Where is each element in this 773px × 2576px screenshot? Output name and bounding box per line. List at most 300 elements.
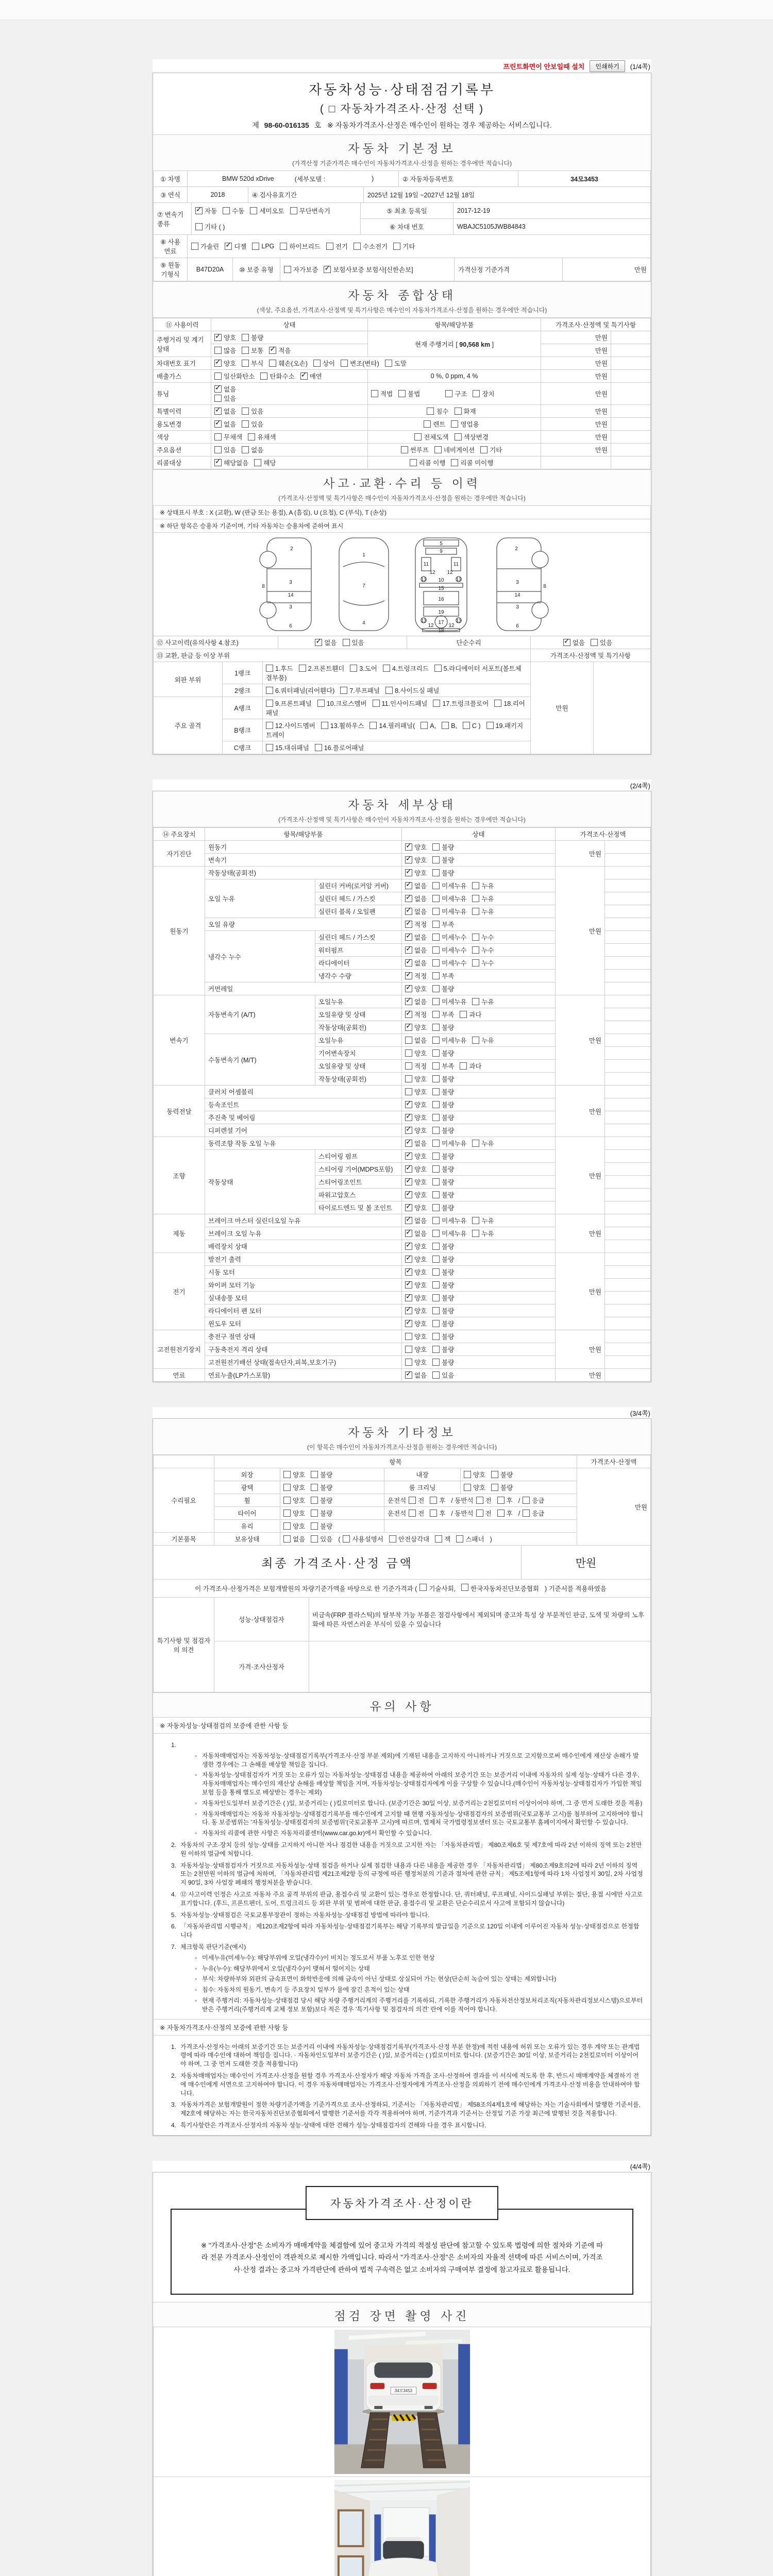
doc-no-prefix: 제	[252, 121, 259, 129]
checkbox-unchecked[interactable]	[472, 1140, 479, 1147]
checkbox-group	[461, 1468, 577, 1481]
checkbox-unchecked[interactable]	[432, 1127, 440, 1134]
checkbox-unchecked[interactable]	[494, 700, 501, 707]
checkbox-unchecked[interactable]	[290, 207, 297, 214]
checkbox-unchecked[interactable]	[461, 1584, 468, 1591]
checkbox-unchecked[interactable]	[432, 908, 440, 915]
checkbox-group	[461, 1481, 577, 1494]
checkbox-unchecked[interactable]	[432, 1024, 440, 1031]
checkbox-checked[interactable]	[405, 1140, 412, 1147]
checkbox-unchecked[interactable]	[432, 1165, 440, 1173]
checkbox-group	[402, 1163, 556, 1176]
checkbox-checked[interactable]	[405, 972, 412, 979]
checkbox-unchecked[interactable]	[497, 1510, 505, 1517]
checkbox-checked[interactable]	[405, 869, 412, 876]
detail-table	[153, 827, 651, 1382]
checkbox-unchecked[interactable]	[442, 722, 449, 729]
photo-license-plate: 34모3453	[394, 2388, 412, 2393]
checkbox-unchecked[interactable]	[283, 1522, 291, 1530]
checkbox-unchecked[interactable]	[269, 360, 276, 367]
inline-text: / 동반석	[451, 1510, 474, 1517]
checkbox-unchecked[interactable]	[393, 243, 400, 250]
checkbox-unchecked[interactable]	[432, 895, 440, 902]
checkbox-group	[402, 1098, 556, 1111]
checkbox-checked[interactable]	[405, 1191, 412, 1198]
checkbox-checked[interactable]	[315, 639, 322, 646]
checkbox-unchecked[interactable]	[432, 1114, 440, 1121]
checkbox-unchecked[interactable]	[455, 408, 462, 415]
item-label: 파워고압호스	[315, 1189, 402, 1201]
group-label: 제동	[154, 1214, 205, 1253]
checkbox-unchecked[interactable]	[419, 1584, 427, 1591]
checkbox-unchecked[interactable]	[472, 1217, 479, 1224]
checkbox-unchecked[interactable]	[214, 395, 222, 402]
checkbox-unchecked[interactable]	[385, 687, 393, 694]
checkbox-unchecked[interactable]	[472, 895, 479, 902]
checkbox-unchecked[interactable]	[463, 722, 470, 729]
checkbox-checked[interactable]	[405, 1230, 412, 1237]
checkbox-label: 없음	[414, 934, 427, 941]
checkbox-unchecked[interactable]	[445, 390, 452, 397]
item-label: 윈도우 모터	[205, 1317, 402, 1330]
checkbox-unchecked[interactable]	[432, 1088, 440, 1095]
note-item	[161, 2072, 643, 2097]
note-text: 자동차매매업자는 매수인이 가격조사·산정을 원할 경우 가격조사·산정자가 해당 자동차 가격을 조사·산정하여 결과를 이 서식에 적도록 한 후, 반드시 매매계약을 체결하기 전에 매수인에게 서면으로 고지하여야 합니다. 이 경우 자동차매매업자는 가격조사·산정자에게 가격조사·산정을 의뢰하기 전에 매수인에게 가격조사·산정 비용을 안내하여야 합니다.	[180, 2072, 640, 2097]
checkbox-unchecked[interactable]	[435, 1535, 442, 1543]
checkbox-unchecked[interactable]	[321, 722, 328, 729]
checkbox-group	[211, 418, 368, 431]
checkbox-checked[interactable]	[195, 207, 203, 214]
checkbox-unchecked[interactable]	[385, 360, 392, 367]
checkbox-unchecked[interactable]	[476, 1497, 483, 1504]
checkbox-group	[384, 1507, 577, 1520]
checkbox-checked[interactable]	[405, 998, 412, 1005]
checkbox-unchecked[interactable]	[432, 1256, 440, 1263]
checkbox-label: 미세누유	[442, 895, 467, 903]
checkbox-unchecked[interactable]	[283, 1484, 291, 1491]
checkbox-unchecked[interactable]	[432, 1178, 440, 1185]
checkbox-unchecked[interactable]	[430, 1497, 437, 1504]
checkbox-unchecked[interactable]	[260, 372, 267, 380]
checkbox-checked[interactable]	[214, 408, 222, 415]
checkbox-unchecked[interactable]	[317, 700, 325, 707]
checkbox-unchecked[interactable]	[432, 843, 440, 851]
checkbox-unchecked[interactable]	[432, 972, 440, 979]
checkbox-unchecked[interactable]	[223, 207, 230, 214]
checkbox-label: 부족	[442, 973, 455, 980]
checkbox-unchecked[interactable]	[432, 1075, 440, 1082]
checkbox-unchecked[interactable]	[432, 959, 440, 967]
bullet-glyph: ◦	[195, 1771, 197, 1779]
checkbox-label: 기타	[490, 447, 502, 454]
item-label: 광택	[214, 1481, 280, 1494]
item-label: 연료누출(LP가스포함)	[205, 1369, 402, 1382]
checkbox-unchecked[interactable]	[266, 700, 273, 707]
final-price-unit: 만원	[521, 1546, 650, 1579]
checkbox-unchecked[interactable]	[340, 687, 347, 694]
checkbox-unchecked[interactable]	[383, 665, 390, 672]
checkbox-unchecked[interactable]	[242, 347, 249, 354]
checkbox-unchecked[interactable]	[409, 1510, 416, 1517]
checkbox-label: 양호	[414, 1076, 427, 1083]
checkbox-unchecked[interactable]	[472, 882, 479, 889]
checkbox-label: 양호	[414, 1308, 427, 1315]
checkbox-unchecked[interactable]	[432, 921, 440, 928]
checkbox-label: 수소전기	[362, 243, 388, 250]
section-comprehensive	[153, 281, 651, 318]
checkbox-group	[402, 957, 556, 970]
checkbox-checked[interactable]	[405, 934, 412, 941]
checkbox-unchecked[interactable]	[432, 1062, 440, 1070]
checkbox-checked[interactable]	[405, 1294, 412, 1301]
checkbox-label: 불량	[320, 1510, 333, 1517]
inline-text: 운전석	[388, 1497, 407, 1504]
checkbox-unchecked[interactable]	[486, 722, 494, 729]
checkbox-checked[interactable]	[214, 385, 222, 393]
checkbox-unchecked[interactable]	[371, 390, 378, 397]
checkbox-label: 6.쿼터패널(리어휀다)	[275, 687, 335, 694]
checkbox-unchecked[interactable]	[434, 665, 442, 672]
svg-text:9: 9	[440, 549, 443, 554]
note-item	[161, 2121, 643, 2130]
checkbox-unchecked[interactable]	[460, 1011, 467, 1018]
checkbox-unchecked[interactable]	[427, 408, 434, 415]
appraiser-label: 가격·조사산정자	[214, 1641, 309, 1692]
checkbox-unchecked[interactable]	[373, 700, 380, 707]
checkbox-unchecked[interactable]	[424, 420, 431, 428]
checkbox-unchecked[interactable]	[432, 1153, 440, 1160]
checkbox-checked[interactable]	[324, 266, 331, 273]
item-label: 브레이크 마스터 실린더오일 누유	[205, 1214, 402, 1227]
warranty-options	[280, 258, 455, 281]
price-cell: 만원	[541, 405, 611, 418]
checkbox-unchecked[interactable]	[214, 446, 222, 453]
checkbox-unchecked[interactable]	[491, 1484, 498, 1491]
checkbox-unchecked[interactable]	[405, 1088, 412, 1095]
checkbox-unchecked[interactable]	[405, 1049, 412, 1057]
checkbox-unchecked[interactable]	[432, 1101, 440, 1108]
checkbox-unchecked[interactable]	[409, 1497, 416, 1504]
item-label: 커먼레일	[205, 982, 402, 995]
checkbox-unchecked[interactable]	[460, 1062, 467, 1070]
rank-label: 1랭크	[223, 662, 263, 684]
checkbox-unchecked[interactable]	[315, 744, 322, 751]
checkbox-unchecked[interactable]	[410, 459, 417, 466]
checkbox-unchecked[interactable]	[432, 1191, 440, 1198]
install-print-link[interactable]: 프린트화면이 안보일때 설치	[503, 62, 585, 71]
checkbox-unchecked[interactable]	[401, 446, 408, 453]
checkbox-unchecked[interactable]	[405, 1359, 412, 1366]
checkbox-checked[interactable]	[405, 1320, 412, 1327]
checkbox-checked[interactable]	[563, 639, 570, 646]
checkbox-unchecked[interactable]	[432, 1320, 440, 1327]
note-bullet	[195, 1752, 643, 1769]
checkbox-unchecked[interactable]	[456, 1535, 463, 1543]
checkbox-unchecked[interactable]	[523, 1497, 530, 1504]
tuning-state	[211, 383, 368, 405]
checkbox-unchecked[interactable]	[242, 420, 249, 428]
checkbox-checked[interactable]	[405, 1165, 412, 1173]
checkbox-unchecked[interactable]	[214, 347, 222, 354]
checkbox-label: 불량	[442, 844, 455, 851]
checkbox-unchecked[interactable]	[432, 1204, 440, 1211]
checkbox-unchecked[interactable]	[405, 1075, 412, 1082]
svg-text:15: 15	[438, 586, 444, 591]
svg-text:3: 3	[289, 580, 292, 585]
checkbox-unchecked[interactable]	[313, 360, 321, 367]
checkbox-unchecked[interactable]	[284, 266, 291, 273]
checkbox-label: 적법	[380, 391, 393, 398]
checkbox-unchecked[interactable]	[242, 360, 249, 367]
inline-text: / 동반석	[451, 1497, 474, 1504]
checkbox-unchecked[interactable]	[434, 446, 442, 453]
checkbox-unchecked[interactable]	[266, 722, 273, 729]
checkbox-checked[interactable]	[405, 843, 412, 851]
checkbox-checked[interactable]	[405, 985, 412, 992]
checkbox-unchecked[interactable]	[432, 1294, 440, 1301]
checkbox-label: 보험사보증 보험사[신한손보]	[333, 266, 413, 274]
checkbox-unchecked[interactable]	[464, 1471, 471, 1478]
checkbox-unchecked[interactable]	[472, 998, 479, 1005]
checkbox-unchecked[interactable]	[432, 1359, 440, 1366]
mileage-pre: 현재 주행거리 [	[414, 341, 458, 348]
checkbox-label: 불량	[442, 1269, 455, 1276]
item-label: 충전구 절연 상태	[205, 1330, 402, 1343]
checkbox-unchecked[interactable]	[451, 420, 458, 428]
checkbox-unchecked[interactable]	[242, 446, 249, 453]
checkbox-unchecked[interactable]	[389, 1535, 396, 1543]
checkbox-unchecked[interactable]	[472, 959, 479, 967]
checkbox-unchecked[interactable]	[432, 869, 440, 876]
checkbox-group	[402, 1330, 556, 1343]
checkbox-unchecked[interactable]	[354, 243, 361, 250]
checkbox-unchecked[interactable]	[283, 1497, 291, 1504]
checkbox-checked[interactable]	[405, 946, 412, 954]
print-button[interactable]: 인쇄하기	[590, 60, 625, 72]
checkbox-unchecked[interactable]	[432, 1281, 440, 1289]
col-header: 상태	[211, 318, 368, 331]
checkbox-group	[280, 1520, 384, 1533]
checkbox-unchecked[interactable]	[299, 665, 306, 672]
item-label: 보유상태	[214, 1533, 280, 1546]
note-item	[161, 1741, 643, 1750]
checkbox-unchecked[interactable]	[497, 1497, 505, 1504]
checkbox-unchecked[interactable]	[455, 433, 462, 440]
checkbox-label: 양호	[414, 1024, 427, 1031]
checkbox-group	[402, 854, 556, 867]
checkbox-label: 전체도색	[424, 434, 449, 441]
checkbox-label: 무단변속기	[299, 208, 331, 215]
checkbox-unchecked[interactable]	[472, 1230, 479, 1237]
checkbox-checked[interactable]	[405, 882, 412, 889]
checkbox-unchecked[interactable]	[311, 1484, 318, 1491]
checkbox-checked[interactable]	[405, 1127, 412, 1134]
notes-body-1	[153, 1734, 651, 2020]
checkbox-checked[interactable]	[405, 1217, 412, 1224]
svg-text:8: 8	[262, 584, 265, 589]
checkbox-unchecked[interactable]	[432, 1307, 440, 1314]
checkbox-unchecked[interactable]	[476, 1510, 483, 1517]
checkbox-checked[interactable]	[405, 1204, 412, 1211]
checkbox-unchecked[interactable]	[311, 1471, 318, 1478]
checkbox-unchecked[interactable]	[311, 1535, 318, 1543]
checkbox-unchecked[interactable]	[480, 446, 488, 453]
checkbox-checked[interactable]	[405, 1268, 412, 1276]
bullet-text: 미세누유(미세누수): 해당부위에 오일(냉각수)이 비치는 정도로서 부품 노후로 인한 현상	[202, 1954, 435, 1961]
checkbox-unchecked[interactable]	[432, 985, 440, 992]
checkbox-unchecked[interactable]	[311, 1497, 318, 1504]
checkbox-checked[interactable]	[405, 1101, 412, 1108]
checkbox-checked[interactable]	[300, 372, 308, 380]
checkbox-unchecked[interactable]	[472, 908, 479, 915]
checkbox-unchecked[interactable]	[214, 433, 222, 440]
item-label: 타이로드엔드 및 볼 조인트	[315, 1201, 402, 1214]
checkbox-unchecked[interactable]	[432, 1268, 440, 1276]
checkbox-unchecked[interactable]	[472, 946, 479, 954]
checkbox-unchecked[interactable]	[472, 1037, 479, 1044]
checkbox-checked[interactable]	[405, 1114, 412, 1121]
checkbox-unchecked[interactable]	[191, 243, 198, 250]
checkbox-group	[195, 222, 230, 231]
checkbox-label: 없음	[414, 998, 427, 1006]
checkbox-label: 있음	[351, 639, 364, 647]
checkbox-checked[interactable]	[405, 1256, 412, 1263]
checkbox-unchecked[interactable]	[283, 1471, 291, 1478]
checkbox-unchecked[interactable]	[432, 1230, 440, 1237]
checkbox-unchecked[interactable]	[398, 390, 406, 397]
checkbox-checked[interactable]	[405, 908, 412, 915]
checkbox-unchecked[interactable]	[326, 243, 333, 250]
checkbox-unchecked[interactable]	[369, 722, 377, 729]
checkbox-unchecked[interactable]	[343, 639, 350, 646]
item-label: 룸 크리닝	[384, 1481, 461, 1494]
checkbox-unchecked[interactable]	[405, 1333, 412, 1340]
checkbox-unchecked[interactable]	[283, 1510, 291, 1517]
checkbox-unchecked[interactable]	[405, 1346, 412, 1353]
checkbox-label: 있음	[251, 408, 264, 415]
checkbox-unchecked[interactable]	[341, 360, 348, 367]
checkbox-checked[interactable]	[405, 856, 412, 863]
checkbox-checked[interactable]	[214, 360, 222, 367]
checkbox-unchecked[interactable]	[266, 744, 273, 751]
checkbox-unchecked[interactable]	[421, 722, 428, 729]
checkbox-unchecked[interactable]	[432, 934, 440, 941]
checkbox-checked[interactable]	[405, 1281, 412, 1289]
checkbox-unchecked[interactable]	[214, 372, 222, 380]
checkbox-unchecked[interactable]	[430, 1510, 437, 1517]
checkbox-unchecked[interactable]	[432, 1049, 440, 1057]
checkbox-checked[interactable]	[405, 921, 412, 928]
checkbox-unchecked[interactable]	[280, 243, 287, 250]
checkbox-unchecked[interactable]	[266, 687, 273, 694]
checkbox-unchecked[interactable]	[414, 433, 422, 440]
checkbox-checked[interactable]	[405, 1243, 412, 1250]
checkbox-unchecked[interactable]	[432, 1140, 440, 1147]
checkbox-group	[402, 1201, 556, 1214]
checkbox-unchecked[interactable]	[432, 1346, 440, 1353]
note-item	[161, 1841, 643, 1858]
checkbox-unchecked[interactable]	[195, 223, 203, 230]
checkbox-checked[interactable]	[405, 1178, 412, 1185]
checkbox-unchecked[interactable]	[242, 334, 249, 341]
field-label: ⑨ 원동 기형식	[154, 258, 188, 281]
checkbox-checked[interactable]	[405, 1307, 412, 1314]
checkbox-checked[interactable]	[214, 420, 222, 428]
checkbox-label: 전	[418, 1510, 425, 1517]
checkbox-unchecked[interactable]	[350, 665, 357, 672]
group-label: 자기진단	[154, 841, 205, 867]
checkbox-unchecked[interactable]	[473, 390, 480, 397]
checkbox-group	[211, 357, 541, 370]
checkbox-unchecked[interactable]	[343, 1535, 350, 1543]
checkbox-unchecked[interactable]	[432, 1243, 440, 1250]
checkbox-unchecked[interactable]	[248, 433, 255, 440]
checkbox-unchecked[interactable]	[451, 459, 458, 466]
checkbox-checked[interactable]	[405, 1024, 412, 1031]
checkbox-unchecked[interactable]	[405, 1037, 412, 1044]
checkbox-group	[402, 1150, 556, 1163]
checkbox-unchecked[interactable]	[283, 1535, 291, 1543]
checkbox-label: 불량	[442, 1114, 455, 1122]
bullet-text: 침수: 자동차의 원동기, 변속기 등 주요장치 일부가 물에 잠긴 흔적이 있는 상태	[202, 1986, 410, 1994]
checkbox-unchecked[interactable]	[254, 459, 261, 466]
checkbox-unchecked[interactable]	[252, 243, 259, 250]
checkbox-unchecked[interactable]	[432, 946, 440, 954]
checkbox-checked[interactable]	[214, 459, 222, 466]
page-3	[153, 1418, 651, 2136]
checkbox-unchecked[interactable]	[432, 1217, 440, 1224]
checkbox-unchecked[interactable]	[432, 882, 440, 889]
checkbox-unchecked[interactable]	[311, 1510, 318, 1517]
checkbox-group	[280, 1481, 384, 1494]
checkbox-unchecked[interactable]	[591, 639, 598, 646]
checkbox-unchecked[interactable]	[266, 665, 273, 672]
notes-heading-1: ※ 자동차성능·상태점검의 보증에 관한 사항 등	[153, 1718, 651, 1734]
checkbox-checked[interactable]	[269, 347, 276, 354]
checkbox-label: 양호	[224, 334, 237, 342]
section-subtitle: (이 항목은 매수인이 자동차가격조사·산정을 원하는 경우에만 적습니다)	[307, 1444, 497, 1451]
price-cell: 만원	[541, 444, 611, 456]
item-label: 휠	[214, 1494, 280, 1507]
checkbox-unchecked[interactable]	[311, 1522, 318, 1530]
checkbox-checked[interactable]	[405, 1011, 412, 1018]
checkbox-unchecked[interactable]	[433, 700, 440, 707]
checkbox-unchecked[interactable]	[432, 856, 440, 863]
checkbox-unchecked[interactable]	[242, 408, 249, 415]
checkbox-checked[interactable]	[225, 243, 232, 250]
checkbox-unchecked[interactable]	[432, 1037, 440, 1044]
checkbox-unchecked[interactable]	[432, 998, 440, 1005]
checkbox-unchecked[interactable]	[464, 1484, 471, 1491]
checkbox-checked[interactable]	[405, 895, 412, 902]
checkbox-unchecked[interactable]	[405, 1062, 412, 1070]
checkbox-unchecked[interactable]	[523, 1510, 530, 1517]
svg-text:13: 13	[421, 618, 427, 624]
checkbox-unchecked[interactable]	[472, 934, 479, 941]
checkbox-unchecked[interactable]	[250, 207, 257, 214]
checkbox-label: 양호	[293, 1523, 306, 1530]
checkbox-checked[interactable]	[214, 334, 222, 341]
checkbox-unchecked[interactable]	[491, 1471, 498, 1478]
checkbox-checked[interactable]	[405, 1153, 412, 1160]
emission-values: 0 %, 0 ppm, 4 %	[368, 370, 541, 383]
checkbox-unchecked[interactable]	[432, 1011, 440, 1018]
checkbox-label: 있음	[251, 421, 264, 428]
checkbox-unchecked[interactable]	[432, 1333, 440, 1340]
checkbox-unchecked[interactable]	[432, 1371, 440, 1379]
checkbox-checked[interactable]	[405, 959, 412, 967]
checkbox-checked[interactable]	[405, 1371, 412, 1379]
